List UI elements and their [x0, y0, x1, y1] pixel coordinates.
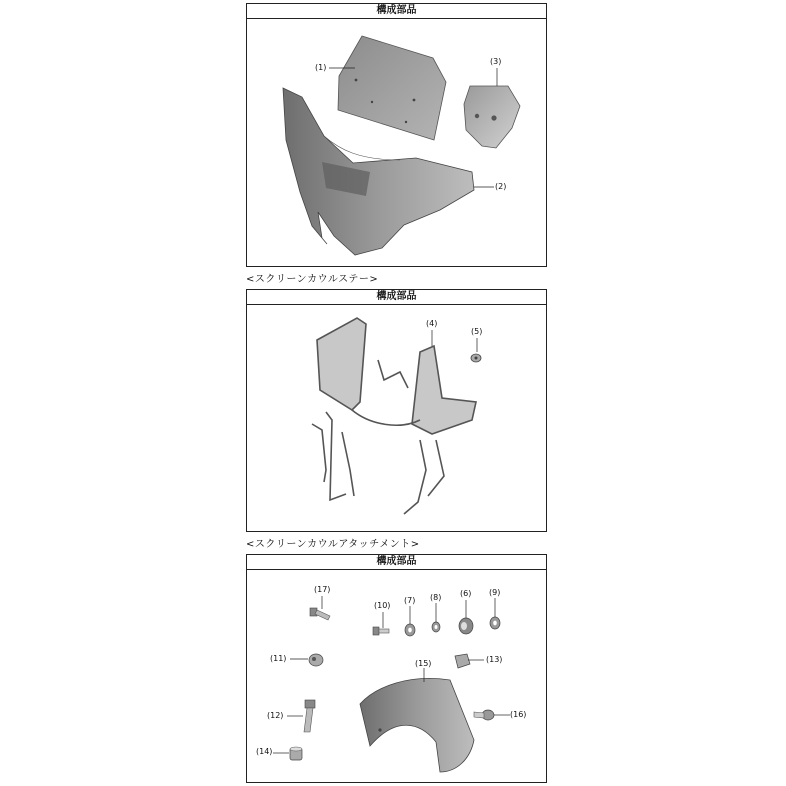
box-title: 構成部品: [247, 555, 546, 570]
bolt-part-17: [310, 608, 330, 620]
washer-part-9: [490, 617, 500, 629]
part-label: (1): [315, 63, 327, 72]
part-label: (14): [256, 747, 273, 756]
part-label: (17): [314, 585, 331, 594]
part-label: (11): [270, 654, 287, 663]
box-title: 構成部品: [247, 290, 546, 305]
part-label: (3): [490, 57, 502, 66]
part-label: (2): [495, 182, 507, 191]
part-label: (16): [510, 710, 527, 719]
box-title: 構成部品: [247, 4, 546, 19]
stay-part-4: [312, 318, 476, 514]
bolt-part-12: [304, 700, 315, 732]
collar-part-14: [290, 747, 302, 760]
collar-part-11: [309, 654, 323, 666]
screen-part-1: [338, 36, 446, 140]
nut-part-13: [455, 654, 470, 668]
part-label: (4): [426, 319, 438, 328]
part-label: (10): [374, 601, 391, 610]
part-label: (13): [486, 655, 503, 664]
cover-part-3: [464, 86, 520, 148]
panel-part-15: [360, 678, 474, 772]
section-heading-stay: <スクリーンカウルステー>: [246, 274, 379, 285]
part-label: (15): [415, 659, 432, 668]
bolt-part-16: [474, 710, 494, 720]
bolt-part-10: [373, 627, 389, 635]
part-label: (7): [404, 596, 416, 605]
section-heading-attachment: <スクリーンカウルアタッチメント>: [246, 539, 420, 550]
part-label: (8): [430, 593, 442, 602]
washer-part-7: [405, 624, 415, 636]
washer-part-8: [432, 622, 440, 632]
part-label: (12): [267, 711, 284, 720]
grommet-part-6: [459, 618, 473, 634]
nut-part-5: [471, 354, 481, 362]
part-label: (6): [460, 589, 472, 598]
part-label: (5): [471, 327, 483, 336]
part-label: (9): [489, 588, 501, 597]
